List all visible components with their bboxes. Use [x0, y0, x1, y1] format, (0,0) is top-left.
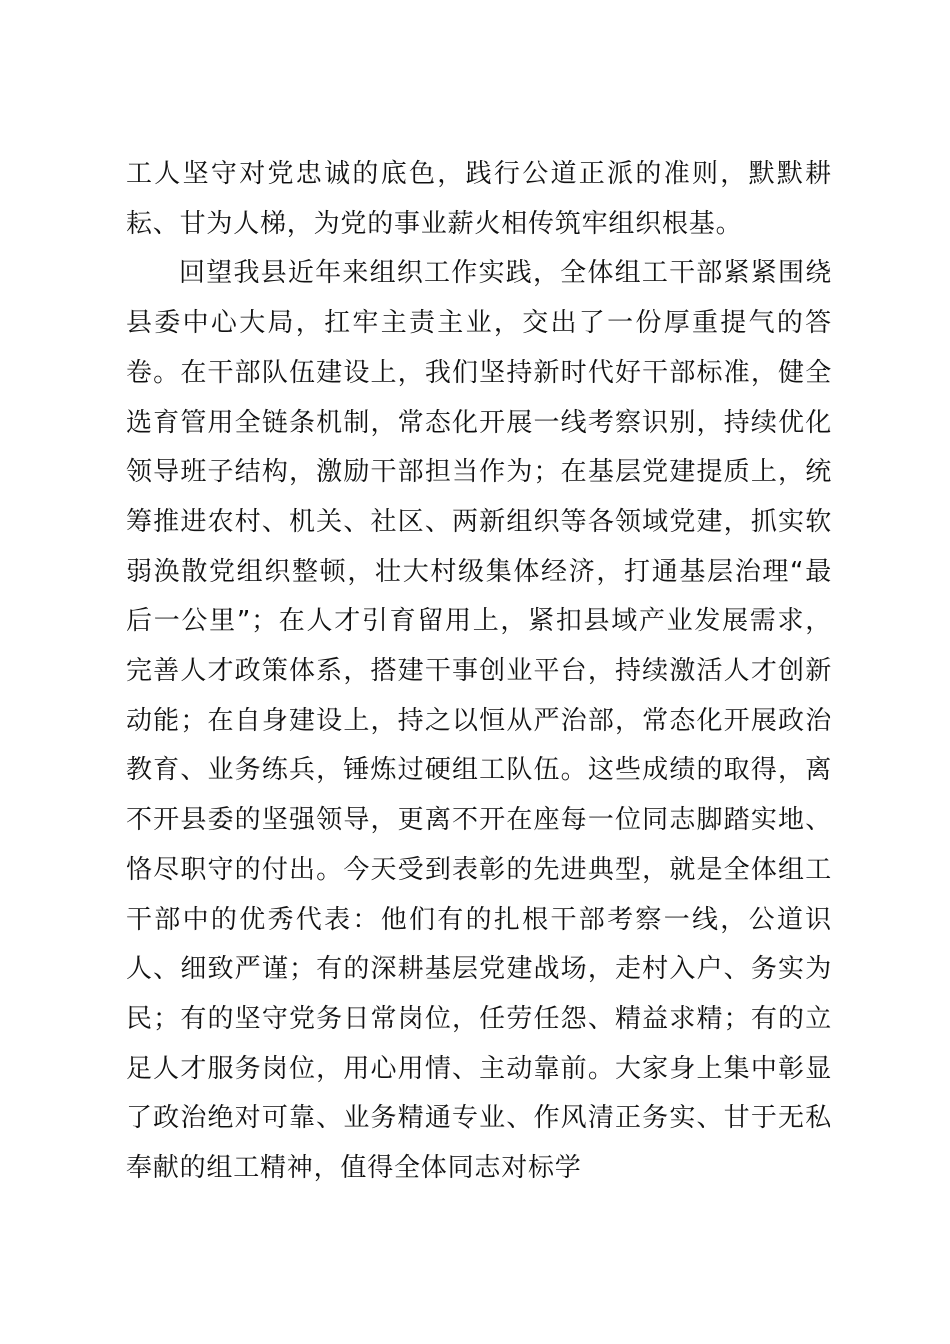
- paragraph-1: 工人坚守对党忠诚的底色，践行公道正派的准则，默默耕耘、甘为人梯，为党的事业薪火相传筑牢组织根基。: [126, 159, 832, 239]
- paragraph-2: 回望我县近年来组织工作实践，全体组工干部紧紧围绕县委中心大局，扛牢主责主业，交出了一份厚重提气的答卷。在干部队伍建设上，我们坚持新时代好干部标准，健全选育管用全链条机制，常态化开展一线考察识别，持续优化领导班子结构，激励干部担当作为；在基层党建提质上，统筹推进农村、机关、社区、两新组织等各领域党建，抓实软弱涣散党组织整顿，壮大村级集体经济，打通基层治理“最后一公里”；在人才引育留用上，紧扣县域产业发展需求，完善人才政策体系，搭建干事创业平台，持续激活人才创新动能；在自身建设上，持之以恒从严治部，常态化开展政治教育、业务练兵，锤炼过硬组工队伍。这些成绩的取得，离不开县委的坚强领导，更离不开在座每一位同志脚踏实地、恪尽职守的付出。今天受到表彰的先进典型，就是全体组工干部中的优秀代表：他们有的扎根干部考察一线，公道识人、细致严谨；有的深耕基层党建战场，走村入户、务实为民；有的坚守党务日常岗位，任劳任怨、精益求精；有的立足人才服务岗位，用心用情、主动靠前。大家身上集中彰显了政治绝对可靠、业务精通专业、作风清正务实、甘于无私奉献的组工精神，值得全体同志对标学: [126, 258, 832, 1184]
- document-body: [126, 150, 832, 1194]
